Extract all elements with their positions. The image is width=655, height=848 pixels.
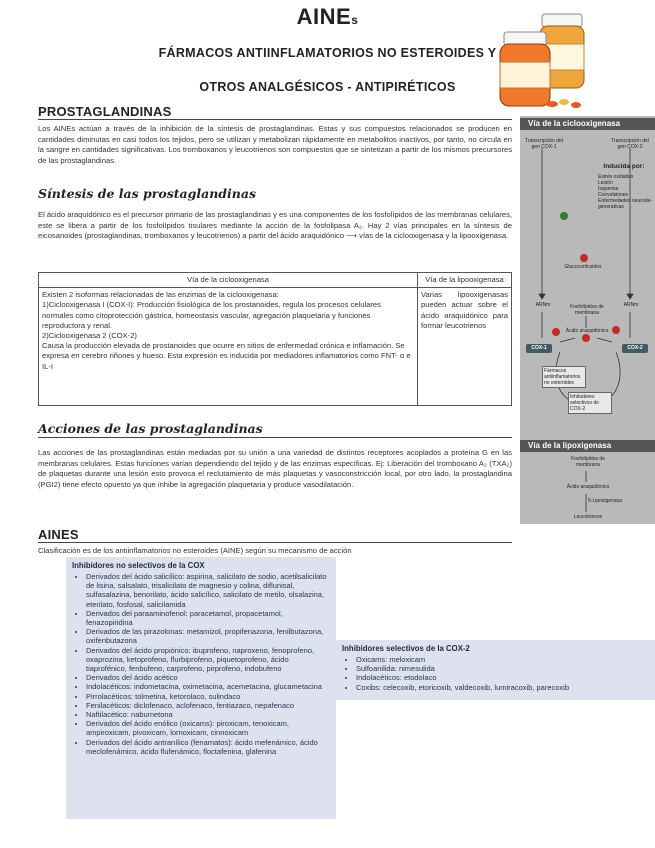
figure-label: COX-1 xyxy=(526,344,552,353)
list-item: • Derivados del paraaminofenol: paracetamol, propacetamol, fenazopiridina xyxy=(86,609,330,627)
table-header-cox: Vía de la ciclooxigenasa xyxy=(39,273,418,288)
list-item: • Fenilacéticos: diclofenaco, aclofenaco, fentiazaco, nepafenaco xyxy=(86,701,330,710)
figure-label: COX-2 xyxy=(622,344,648,353)
drug-list xyxy=(72,572,330,756)
list-item: • Indolacéticos: etodolaco xyxy=(356,673,649,682)
figure-label: Leucotrienos xyxy=(573,514,603,520)
list-item: • Indolacéticos: indometacina, oximetacina, acemetacina, glucametacina xyxy=(86,682,330,691)
page-subtitle-line2: OTROS ANALGÉSICOS - ANTIPIRÉTICOS xyxy=(199,80,456,94)
panel-title: Inhibidores no selectivos de la COX xyxy=(72,561,205,570)
figure-label: ARNm xyxy=(623,302,639,308)
list-item: • Derivados del ácido acético xyxy=(86,673,330,682)
list-item: • Pirrolacéticos: tolmetina, ketorolaco, sulindaco xyxy=(86,692,330,701)
cox-lox-table xyxy=(38,272,512,406)
page-subtitle-line1: FÁRMACOS ANTIINFLAMATORIOS NO ESTEROIDES Y xyxy=(158,46,497,60)
section-divider xyxy=(38,437,512,438)
figure-title-cox: Vía de la ciclooxigenasa xyxy=(520,118,655,130)
figure-title-lipox: Vía de la lipoxigenasa xyxy=(520,440,655,452)
figure-label: Transcripción del gen COX-2 xyxy=(611,138,649,150)
figure-label: Fosfolípidos de membrana xyxy=(570,304,604,316)
list-item: • Coxibs: celecoxib, etoricoxib, valdecoxib, lumiracoxib, parecoxib xyxy=(356,683,649,692)
list-item: • Oxicams: meloxicam xyxy=(356,655,649,664)
figure-label: Enfermedades neurode-generativas xyxy=(598,198,652,210)
page-title: AINEs xyxy=(296,4,359,29)
list-item: • Derivados del ácido salicílico: aspirina, salicilato de sodio, acetilsalicilato de lisina, salsalato, trisalicilato de magnesio y colina, diflunisal, sulfasalazina, benorilato, ácido salicílico, salicilato de metilo, olsalazina, eterilato, fosfosal, salicilamida xyxy=(86,572,330,609)
figure-label: Ácido araquidónico xyxy=(565,328,609,334)
table-line: Existen 2 isoformas relacionadas de las enzimas de la ciclooxigenasa: xyxy=(42,290,279,300)
panel-nonselective xyxy=(66,557,336,819)
figure-label: Inhibidores selectivos de COX-2 xyxy=(568,392,612,414)
cox-pathway-figure xyxy=(520,116,655,524)
panel-title: Inhibidores selectivos de la COX-2 xyxy=(342,644,470,653)
figure-label: Transcripción del gen COX-1 xyxy=(525,138,563,150)
drug-list xyxy=(342,655,649,692)
pill-bottles-illustration xyxy=(494,4,592,112)
panel-selective xyxy=(336,640,655,700)
figure-label: Fármacos antiinflamatorios no esteroides xyxy=(542,366,586,388)
figure-label: Glucocorticoides xyxy=(564,264,602,270)
section-heading-aines: AINES xyxy=(38,527,79,542)
section-heading-acciones: Acciones de las prostaglandinas xyxy=(38,421,263,436)
section-heading-sintesis: Síntesis de las prostaglandinas xyxy=(38,186,257,201)
aines-paragraph: Clasificación es de los antiinflamatorios no esteroides (AINE) según su mecanismo de acción xyxy=(38,546,352,555)
list-item: • Sulfoanilida: nimesulida xyxy=(356,664,649,673)
list-item: • Derivados del ácido enólico (oxicams): piroxicam, tenoxicam, ampiroxicam, pivoxicam, lornoxicam, cinnoxicam xyxy=(86,719,330,737)
section-divider xyxy=(38,119,512,120)
table-line: 1)Ciclooxigenasa I (COX-I): Producción fisiológica de los prostanoides, regula los procesos celulares normales como citoprotección gástrica, homeostasis vascular, agregación plaquetaria y funciones reproductora y renal. xyxy=(42,300,381,330)
figure-label: 5-Lipoxigenasa xyxy=(588,498,622,504)
table-line: Causa la producción elevada de prostanoides que ocurre en sitios de enfermedad crónica e inflamación. Se expresa en cerebro riñones y hueso. Esta expresión es inducida por mediadores inflamatorios como FNT- α e IL-I xyxy=(42,341,411,371)
table-cell-lox: Varias lipooxigenasas pueden actuar sobre el ácido araquidónico para formar leucotrienos xyxy=(418,288,512,406)
table-line: 2)Ciclooxigenasa 2 (COX-2) xyxy=(42,331,137,341)
figure-label: Estrés oxidativo xyxy=(598,174,634,180)
figure-label: ARNm xyxy=(535,302,551,308)
list-item: • Naftilacético: nabumetona xyxy=(86,710,330,719)
figure-label: Ácido araquidónico xyxy=(566,484,610,490)
acciones-paragraph: Las acciones de las prostaglandinas están mediadas por su unión a una variedad de distintos receptores acoplados a proteína G en las membranas celulares. Estas funciones varían dependiendo del tejido y de las enzimas específicas. Ej: Liberación del tromboxano A₂ (TXA₂) de plaquetas durante una lesión esto provoca el reclutamiento de más plaquetas y vasoconstricción local, por otro lado, la prostaglandina (PGI2) tiene efecto opuesto ya que inhibe la agregación plaquetaria y produce vasodilatación. xyxy=(38,448,512,489)
figure-label: Fosfolípidos de membrana xyxy=(571,456,605,468)
figure-label: Lesión xyxy=(598,180,613,186)
prostaglandinas-paragraph: Los AINEs actúan a través de la inhibición de la síntesis de prostaglandinas. Estas y sus compuestos relacionados se producen en cantidades diminutas en casi todos los tejidos, pero se utilizan y metabolizan rápidamente en metabolitos inactivos, por tanto, no circula en la sangre en cantidades significativas. Los tromboxanos y leucotrienos son compuestos que se sintetizan a partir de los mismos precursores de las prostaglandinas. xyxy=(38,124,512,165)
table-header-lox: Vía de la lipooxigenasa xyxy=(418,273,512,288)
sintesis-paragraph: El ácido araquidónico es el precursor primario de las prostaglandinas y es una componentes de los fosfolípidos de las membranas celulares, este se libera a partir de los fosfolípidos tisulares mediante la acción de la fosfolipasa A₂. Hay 2 vías principales en la síntesis de eicosanoides (prostaglandinas, tromboxanos y leucotrienos) a partir del ácido araquidónico ⟶ vías de la ciclooxigenasa y la lipooxigenasa. xyxy=(38,210,512,241)
section-divider xyxy=(38,542,512,543)
table-cell-cox xyxy=(39,288,418,406)
figure-label: Isquemia xyxy=(598,186,619,192)
figure-inducer-list xyxy=(598,174,652,210)
section-heading-prostaglandinas: PROSTAGLANDINAS xyxy=(38,104,172,119)
figure-label: Convulsiones xyxy=(598,192,629,198)
figure-label: Inducida por: xyxy=(603,163,645,170)
list-item: • Derivados de las pirazolonas: metamizol, propifenazona, fenilbutazona, oxifenbutazona xyxy=(86,627,330,645)
list-item: • Derivados del ácido antranílico (fenamatos): ácido mefenámico, ácido meclofenámico, ácido flufenámico, floctafenina, glafenina xyxy=(86,738,330,756)
list-item: • Derivados del ácido propiónico: ibuprofeno, naproxeno, fenoprofeno, oxaprozina, ketoprofeno, flurbiprofeno, piquetoprofeno, ácido tiaprofénico, fenbufeno, carprofeno, pirprofeno, indobufeno xyxy=(86,646,330,674)
